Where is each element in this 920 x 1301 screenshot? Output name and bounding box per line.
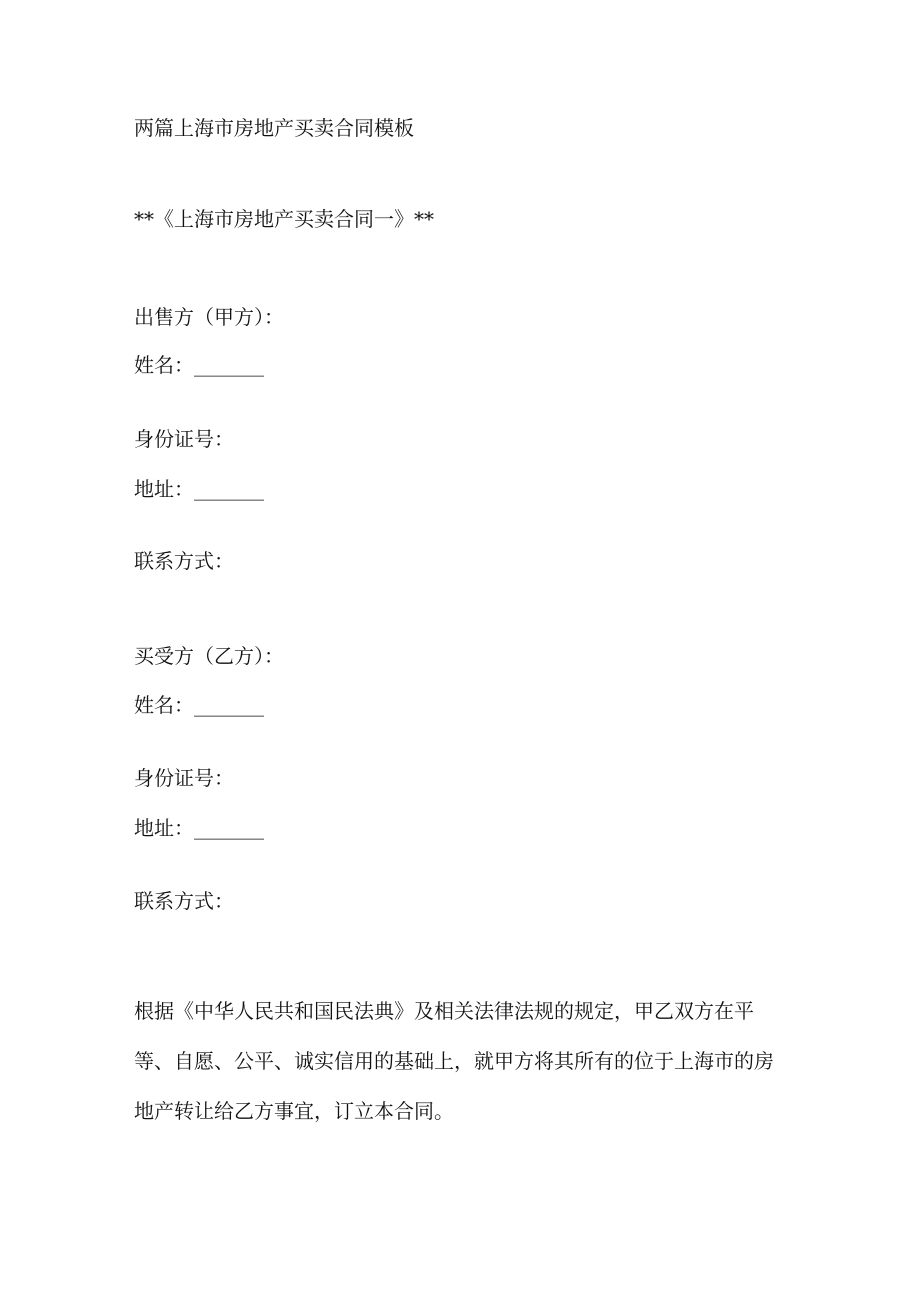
buyer-contact-field: 联系方式： xyxy=(134,889,234,913)
preamble-paragraph xyxy=(134,986,794,1136)
preamble-line: 地产转让给乙方事宜，订立本合同。 xyxy=(134,1099,454,1123)
buyer-heading: 买受方（乙方）： xyxy=(134,644,284,668)
preamble-line: 根据《中华人民共和国民法典》及相关法律法规的规定，甲乙双方在平 xyxy=(134,999,754,1023)
seller-name-field: 姓名：_______ xyxy=(134,353,264,377)
seller-heading: 出售方（甲方）： xyxy=(134,305,284,329)
buyer-name-field: 姓名：_______ xyxy=(134,693,264,717)
seller-address-field: 地址：_______ xyxy=(134,477,264,501)
contract-subtitle: **《上海市房地产买卖合同一》** xyxy=(134,207,434,231)
buyer-id-field: 身份证号： xyxy=(134,766,234,790)
seller-id-field: 身份证号： xyxy=(134,427,234,451)
buyer-address-field: 地址：_______ xyxy=(134,816,264,840)
seller-contact-field: 联系方式： xyxy=(134,549,234,573)
preamble-line: 等、自愿、公平、诚实信用的基础上，就甲方将其所有的位于上海市的房 xyxy=(134,1049,774,1073)
document-title: 两篇上海市房地产买卖合同模板 xyxy=(134,116,414,140)
